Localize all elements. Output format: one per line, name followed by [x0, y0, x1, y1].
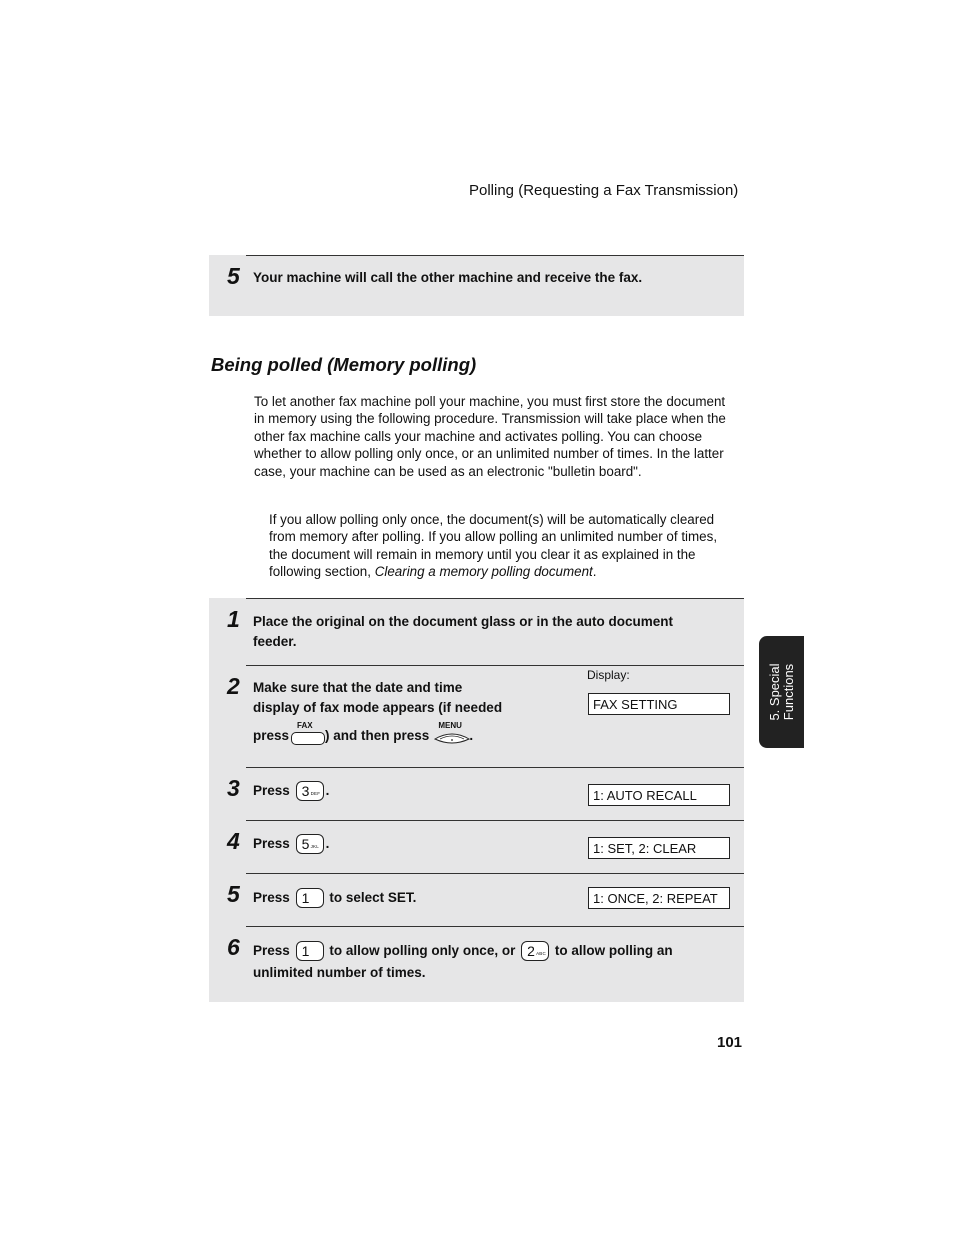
step-text-end: . — [469, 728, 474, 743]
divider — [246, 873, 744, 874]
divider — [246, 926, 744, 927]
display-label: Display: — [587, 668, 630, 682]
press-label: Press — [253, 783, 290, 798]
step-number: 2 — [227, 673, 240, 699]
divider — [246, 820, 744, 821]
step-text-line3 — [253, 721, 553, 746]
chapter-tab-label — [759, 636, 804, 748]
step-text-line1 — [253, 941, 723, 961]
step-text-line2: unlimited number of times. — [253, 965, 426, 980]
chapter-tab — [759, 636, 804, 748]
step-text-after: to select SET. — [329, 890, 417, 905]
key-sub: ABC — [536, 951, 546, 957]
note-reference: Clearing a memory polling document — [374, 564, 593, 580]
lcd-display: 1: AUTO RECALL — [588, 784, 730, 806]
note-end: . — [592, 564, 597, 580]
lcd-display: 1: SET, 2: CLEAR — [588, 837, 730, 859]
note-paragraph — [269, 511, 734, 581]
key-main: 3 — [301, 783, 310, 800]
chapter-tab-line1: 5. Special — [766, 663, 782, 721]
step-number: 6 — [227, 934, 240, 960]
key-sub: DEF — [310, 791, 321, 797]
key-1-icon — [296, 888, 324, 908]
step-number: 4 — [227, 828, 240, 854]
fax-key — [289, 721, 325, 746]
section-heading: Being polled (Memory polling) — [211, 354, 477, 375]
key-main: 2 — [527, 943, 535, 960]
step-text-line2: display of fax mode appears (if needed — [253, 700, 503, 715]
menu-key-icon — [434, 731, 470, 745]
step-text — [253, 888, 416, 908]
key-main: 5 — [301, 836, 310, 853]
step-text-middle: ) and then press — [325, 728, 430, 743]
fax-key-shape — [291, 732, 325, 745]
lcd-display: FAX SETTING — [588, 693, 730, 715]
step-number: 5 — [227, 263, 240, 289]
divider — [246, 665, 744, 666]
key-3-icon — [296, 781, 324, 801]
key-sub: JKL — [310, 844, 319, 850]
key-main: 1 — [301, 890, 310, 907]
running-header: Polling (Requesting a Fax Transmission) — [469, 182, 739, 199]
step-text-line1: Make sure that the date and time — [253, 680, 463, 695]
key-main: 1 — [301, 943, 310, 960]
page-number: 101 — [717, 1034, 743, 1051]
divider — [246, 598, 744, 599]
step-text-end: . — [325, 783, 330, 798]
press-label: Press — [253, 943, 290, 958]
chapter-tab-line2: Functions — [780, 663, 796, 721]
intro-paragraph: To let another fax machine poll your machine, you must first store the document in memory using the following procedure. Transmission will take place when the other fax machine calls your machine and activates polling. You can choose whether to allow polling only once, or an unlimited number of times. In the latter case, your machine can be used as an electronic "bulletin board". — [254, 394, 726, 479]
divider — [246, 255, 744, 256]
key-5-icon — [296, 834, 324, 854]
step-number: 3 — [227, 775, 240, 801]
step-number: 1 — [227, 606, 240, 632]
step-text — [253, 834, 329, 854]
lcd-display: 1: ONCE, 2: REPEAT — [588, 887, 730, 909]
step-number: 5 — [227, 881, 240, 907]
step-text — [253, 781, 329, 801]
step-text-end: . — [325, 836, 330, 851]
press-label: press — [253, 728, 290, 743]
key-1-icon — [296, 941, 324, 961]
note-text: If you allow polling only once, the document(s) will be automatically cleared from memory after polling. If you allow polling an unlimited number of times, the document will remain in memory until you clear it as explained in the following section, — [269, 512, 718, 580]
menu-key-label: MENU — [438, 721, 462, 731]
key-2-icon — [521, 941, 549, 961]
step-text-mid: to allow polling only once, or — [329, 943, 516, 958]
press-label: Press — [253, 890, 290, 905]
step-text: Place the original on the document glass or in the auto document feeder. — [253, 614, 674, 649]
step-text-after: to allow polling an — [554, 943, 673, 958]
menu-key — [429, 721, 469, 746]
press-label: Press — [253, 836, 290, 851]
fax-key-label: FAX — [297, 721, 313, 731]
divider — [246, 767, 744, 768]
step-text: Your machine will call the other machine and receive the fax. — [253, 270, 643, 285]
